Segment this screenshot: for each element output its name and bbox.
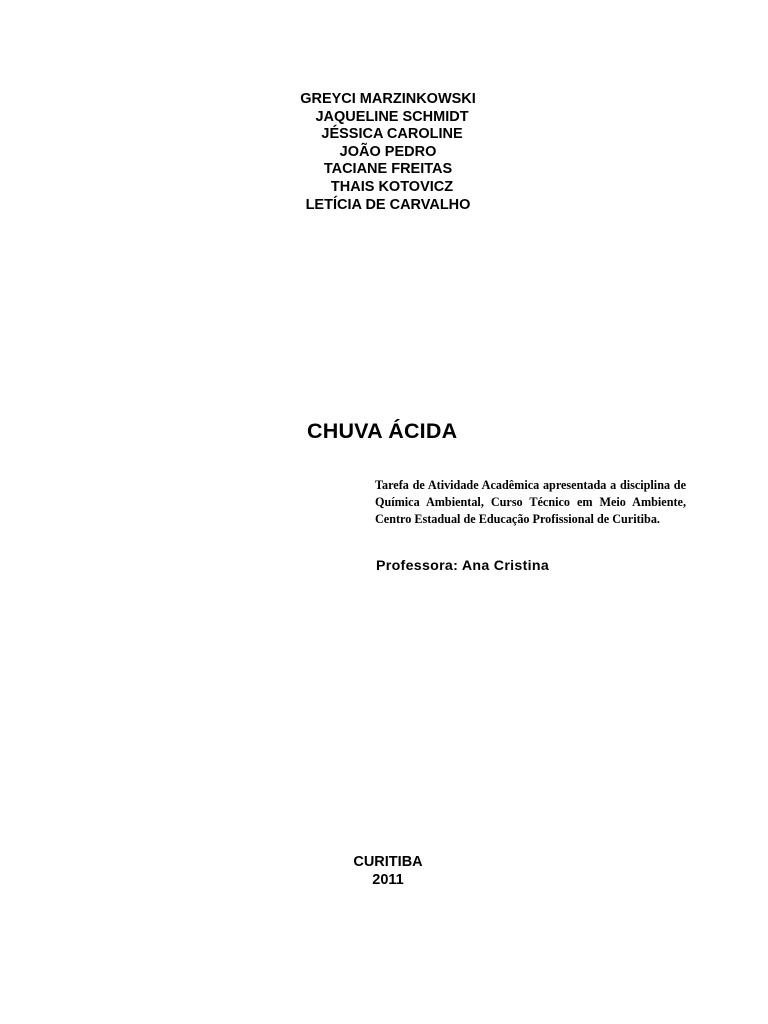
professor-name: Professora: Ana Cristina: [376, 558, 550, 574]
author-name: JOÃO PEDRO: [339, 143, 437, 160]
author-name: THAIS KOTOVICZ: [322, 178, 454, 195]
city: CURITIBA: [353, 854, 423, 870]
author-list: [0, 91, 768, 214]
author-name: TACIANE FREITAS: [323, 161, 453, 178]
author-name: LETÍCIA DE CARVALHO: [305, 196, 471, 213]
year: 2011: [372, 872, 404, 888]
assignment-description: Tarefa de Atividade Acadêmica apresentada a disciplina de Química Ambiental, Curso Técnico em Meio Ambiente, Centro Estadual de Educação Profissional de Curitiba.: [375, 478, 686, 527]
document-title: CHUVA ÁCIDA: [307, 419, 458, 443]
author-name: JAQUELINE SCHMIDT: [307, 108, 469, 125]
footer: [352, 853, 424, 889]
author-name: JÉSSICA CAROLINE: [313, 126, 463, 143]
author-name: GREYCI MARZINKOWSKI: [300, 91, 476, 107]
